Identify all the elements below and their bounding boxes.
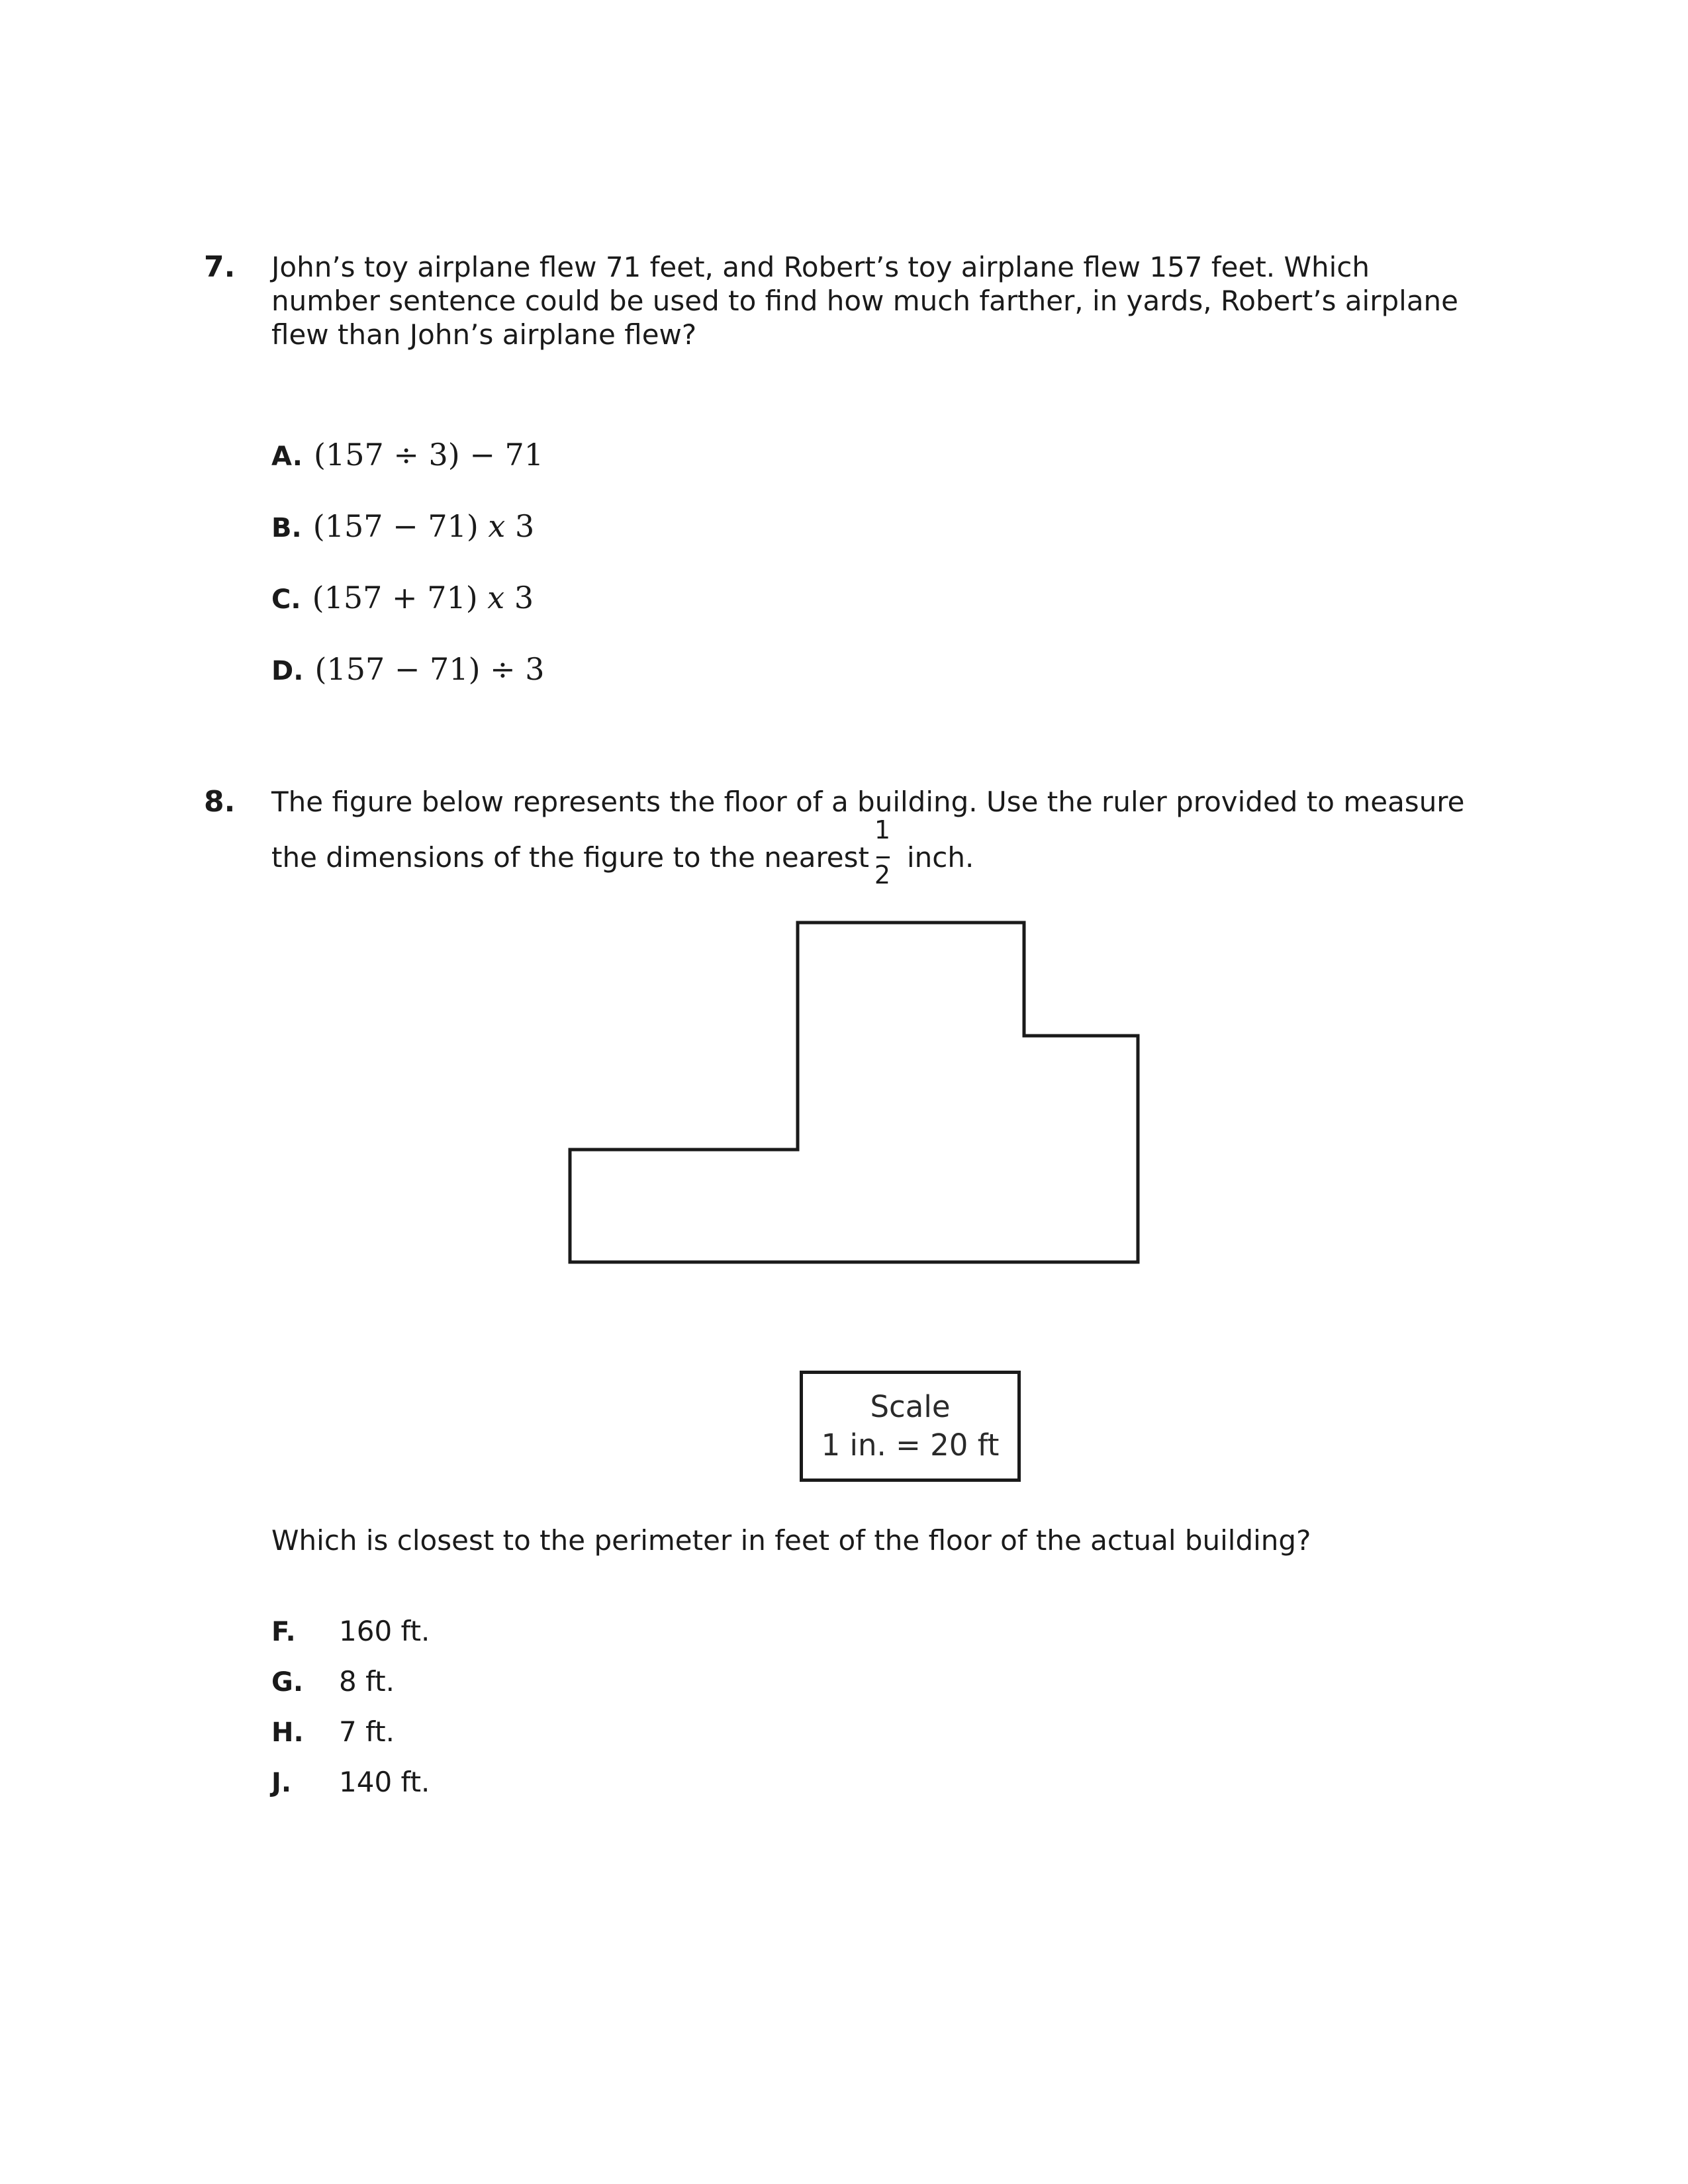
question-7-line-3: flew than John’s airplane flew? bbox=[271, 318, 697, 351]
option-f-letter: F. bbox=[271, 1617, 296, 1647]
question-8-line-2-end: inch. bbox=[907, 841, 974, 874]
option-c-letter: C. bbox=[271, 584, 301, 615]
option-a-expression: (157 ÷ 3) − 71 bbox=[314, 437, 544, 473]
floor-plan-outline bbox=[570, 923, 1138, 1262]
option-a-letter: A. bbox=[271, 441, 303, 472]
option-b-expression: (157 − 71) 𝑥 3 bbox=[312, 508, 535, 544]
question-7-line-1: John’s toy airplane flew 71 feet, and Robert’s toy airplane flew 157 feet. Which bbox=[271, 251, 1370, 283]
option-j[interactable] bbox=[271, 1766, 430, 1798]
option-c-expression: (157 + 71) 𝑥 3 bbox=[312, 580, 534, 615]
scale-title: Scale bbox=[870, 1389, 951, 1424]
question-8-line-1: The figure below represents the floor of a building. Use the ruler provided to measure bbox=[271, 786, 1465, 818]
question-8-line-2-start: the dimensions of the figure to the nearest bbox=[271, 841, 869, 874]
option-j-letter: J. bbox=[271, 1768, 292, 1798]
option-g-text: 8 ft. bbox=[339, 1665, 395, 1698]
option-j-text: 140 ft. bbox=[339, 1766, 430, 1798]
question-8-number: 8. bbox=[204, 785, 236, 819]
option-h-letter: H. bbox=[271, 1717, 304, 1748]
question-8-prompt: Which is closest to the perimeter in feet of the floor of the actual building? bbox=[271, 1524, 1311, 1557]
fraction-numerator: 1 bbox=[874, 815, 891, 844]
option-h-text: 7 ft. bbox=[339, 1715, 395, 1748]
question-7-number: 7. bbox=[204, 250, 236, 284]
option-d-expression: (157 − 71) ÷ 3 bbox=[314, 651, 545, 687]
option-f[interactable] bbox=[271, 1615, 430, 1647]
fraction-denominator: 2 bbox=[874, 860, 891, 889]
option-f-text: 160 ft. bbox=[339, 1615, 430, 1647]
scale-box bbox=[800, 1371, 1021, 1482]
option-d-letter: D. bbox=[271, 656, 304, 686]
question-7-line-2: number sentence could be used to find how much farther, in yards, Robert’s airplane bbox=[271, 285, 1459, 317]
option-g[interactable] bbox=[271, 1665, 395, 1698]
option-h[interactable] bbox=[271, 1715, 395, 1748]
scale-value: 1 in. = 20 ft bbox=[821, 1428, 1000, 1463]
option-g-letter: G. bbox=[271, 1667, 304, 1698]
option-b-letter: B. bbox=[271, 513, 302, 543]
